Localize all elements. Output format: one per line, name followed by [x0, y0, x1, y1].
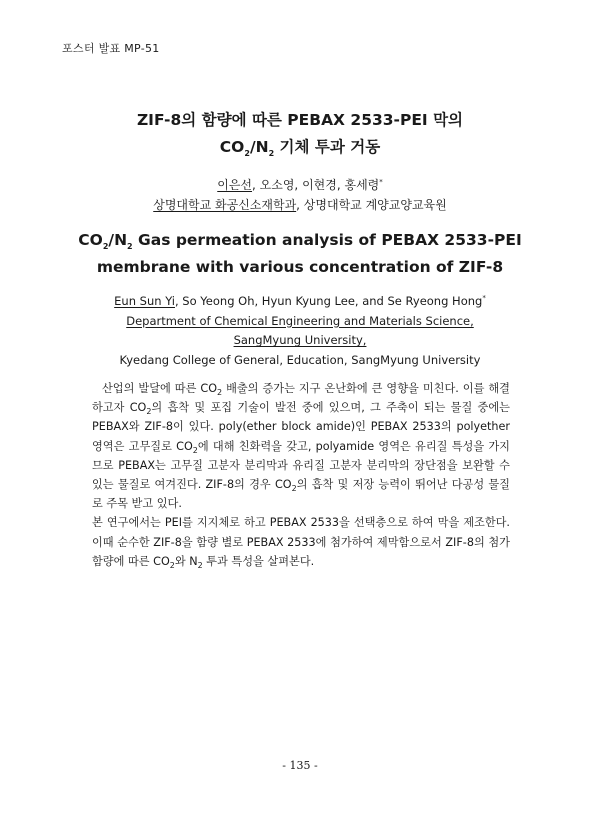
session-label: 포스터 발표 MP-51 [62, 42, 160, 55]
korean-coauthors: , 오소영, 이현경, 홍세령 [252, 178, 380, 192]
korean-affiliation-rest: , 상명대학교 계양교양교육원 [296, 198, 447, 212]
corresponding-mark-en: * [482, 294, 486, 303]
english-first-author: Eun Sun Yi [114, 294, 175, 308]
english-affiliation-2: SangMyung University, [233, 333, 367, 347]
korean-title [0, 107, 600, 161]
english-affiliation-1: Department of Chemical Engineering and Materials Science, [126, 313, 474, 328]
page-number: - 135 - [282, 759, 318, 772]
english-affiliation-3: Kyedang College of General, Education, SangMyung University [119, 352, 481, 367]
korean-first-author: 이은선 [217, 178, 253, 192]
abstract-paragraph-2: 본 연구에서는 PEI를 지지체로 하고 PEBAX 2533을 선택층으로 하여 막을 제조한다. 이때 순수한 ZIF-8을 함량 별로 PEBAX 2533에 첨가하여 제막함으로서 ZIF-8의 첨가 함량에 따른 $CO_2$와 $N_2$ 투과 특성을 살펴본다. [92, 516, 510, 571]
english-coauthors: , So Yeong Oh, Hyun Kyung Lee, and Se Ryeong Hong [175, 294, 483, 308]
english-title [0, 227, 600, 281]
abstract-body [92, 379, 510, 571]
korean-affiliation [0, 195, 600, 215]
korean-authors-block [0, 175, 600, 215]
korean-affiliation-1: 상명대학교 화공신소재학과 [153, 198, 297, 212]
english-authors-block [0, 292, 600, 370]
korean-title-line2: $CO_2/N_2$ 기체 투과 거동 [219, 138, 381, 159]
english-title-line1: $CO_2/N_2$ Gas permeation analysis of PEBAX 2533-PEI [78, 231, 522, 252]
english-authors [0, 292, 600, 312]
korean-authors [0, 175, 600, 195]
korean-title-line1: ZIF-8의 함량에 따른 PEBAX 2533-PEI 막의 [136, 111, 464, 129]
english-title-line2: membrane with various concentration of ZIF-8 [96, 258, 504, 276]
corresponding-mark: * [379, 178, 383, 186]
abstract-paragraph-1: 산업의 발달에 따른 $CO_2$ 배출의 증가는 지구 온난화에 큰 영향을 미친다. 이를 해결하고자 $CO_2$의 흡착 및 포집 기술이 발전 중에 있으며, 그 주축이 되는 물질 중에는 PEBAX와 ZIF-8이 있다. poly(ether block amide)인 PEBAX 2533의 polyether 영역은 고무질로 $CO_2$에 대해 친화력을 갖고, polyamide 영역은 유리질 특성을 가지므로 PEBAX는 고무질 고분자 분리막과 유리질 고분자 분리막의 장단점을 보완할 수 있는 물질로 여겨진다. ZIF-8의 경우 $CO_2$의 흡착 및 저장 능력이 뛰어난 다공성 물질로 주목 받고 있다. [92, 382, 510, 511]
